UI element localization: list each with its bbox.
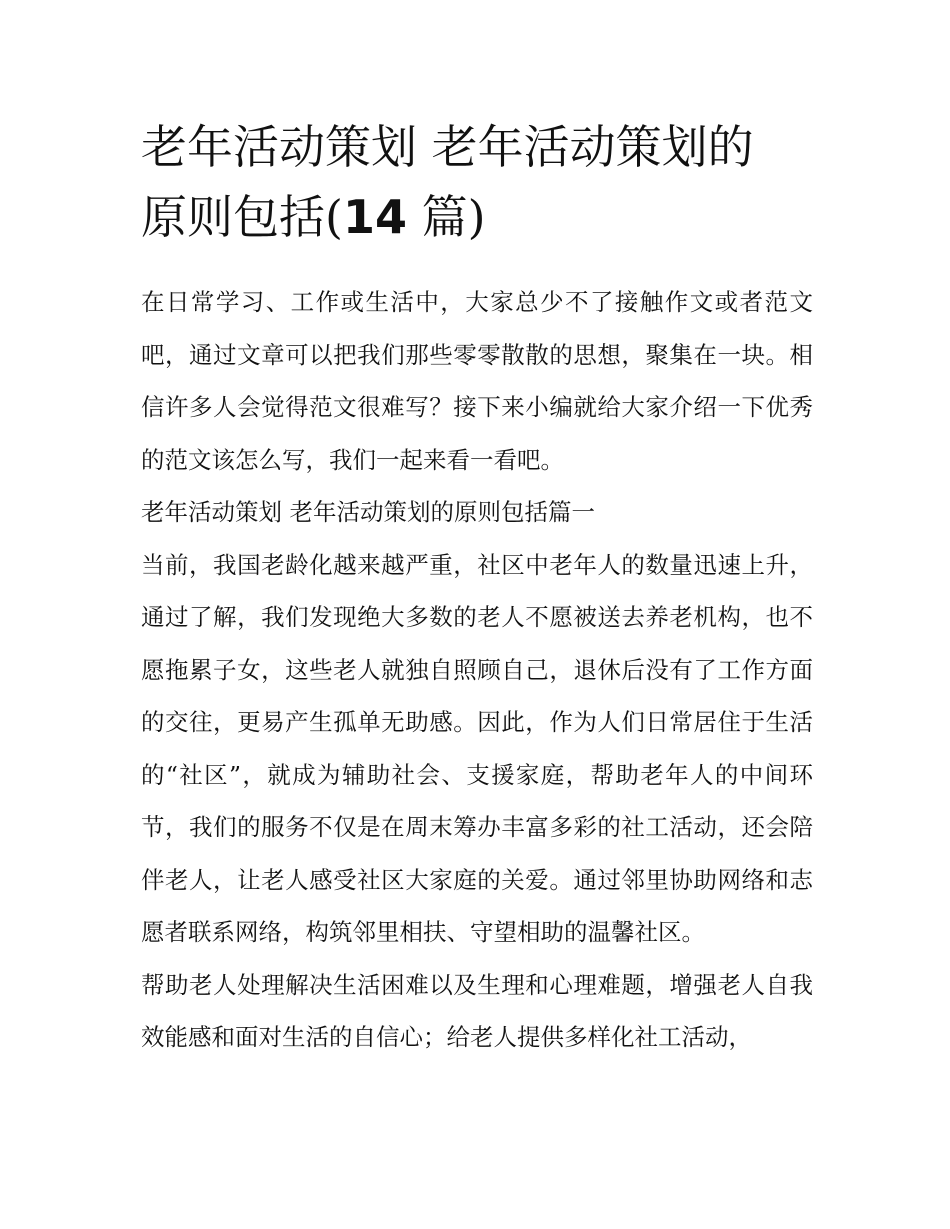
document-body (141, 112, 813, 1064)
title-line-1: 老年活动策划 老年活动策划的 (141, 120, 754, 174)
section-heading: 老年活动策划 老年活动策划的原则包括篇一 (141, 498, 595, 526)
title-line-2-prefix: 原则包括( (141, 190, 343, 244)
title-line-2-suffix: 篇) (406, 190, 486, 244)
title-count: 14 (342, 190, 407, 244)
body-paragraph-1: 当前，我国老龄化越来越严重，社区中老年人的数量迅速上升，通过了解，我们发现绝大多数的老人不愿被送去养老机构，也不愿拖累子女，这些老人就独自照顾自己，退休后没有了工作方面的交往，更易产生孤单无助感。因此，作为人们日常居住于生活的“社区”，就成为辅助社会、支援家庭，帮助老年人的中间环节，我们的服务不仅是在周末筹办丰富多彩的社工活动，还会陪伴老人，让老人感受社区大家庭的关爱。通过邻里协助网络和志愿者联系网络，构筑邻里相扶、守望相助的温馨社区。 (141, 550, 813, 946)
body-paragraph-2: 帮助老人处理解决生活困难以及生理和心理难题，增强老人自我效能感和面对生活的自信心；给老人提供多样化社工活动， (141, 970, 813, 1051)
document-title (141, 112, 813, 252)
intro-paragraph: 在日常学习、工作或生活中，大家总少不了接触作文或者范文吧，通过文章可以把我们那些零零散散的思想，聚集在一块。相信许多人会觉得范文很难写？接下来小编就给大家介绍一下优秀的范文该怎么写，我们一起来看一看吧。 (141, 288, 813, 474)
